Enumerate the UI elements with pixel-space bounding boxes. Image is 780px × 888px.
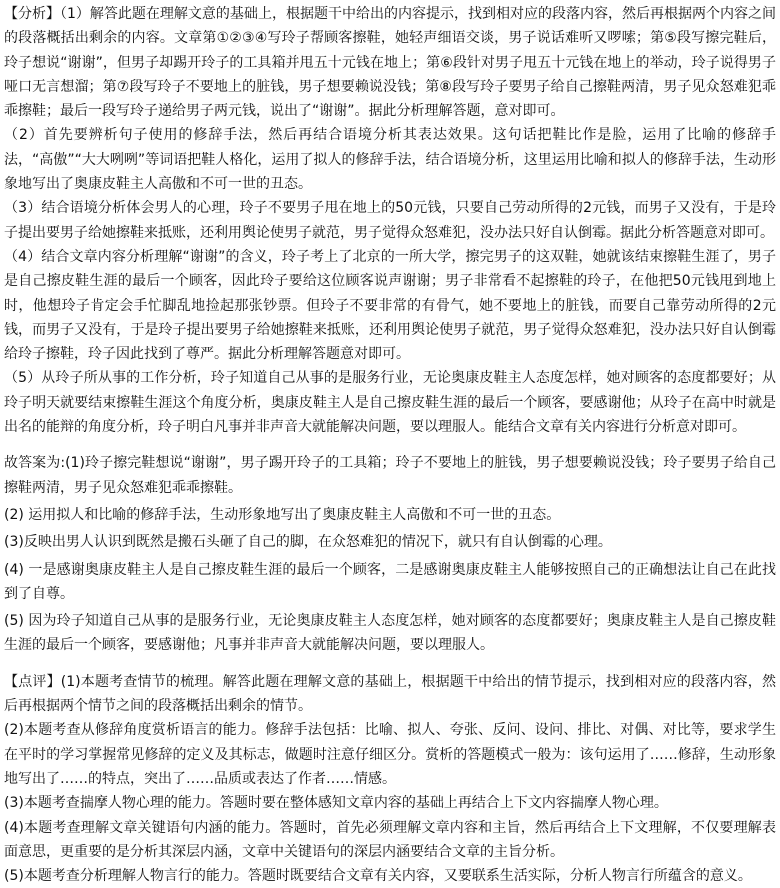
- answer-3: (3)反映出男人认识到既然是搬石头砸了自己的脚，在众怒难犯的情况下，就只有自认倒霉的心理。: [4, 534, 612, 551]
- comment-2: (2)本题考查从修辞角度赏析语言的能力。修辞手法包括：比喻、拟人、夸张、反问、设问、排比、对偶、对比等，要求学生在平时的学习掌握常见修辞的定义及其标志，做题时注意仔细区分。赏析的答题模式一般为：该句运用了……修辞，生动形象地写出了……的特点，突出了……品质或表达了作者……情感。: [4, 722, 776, 787]
- analysis-paragraph-2: （2）首先要辨析句子使用的修辞手法，然后再结合语境分析其表达效果。这句话把鞋比作是脸，运用了比喻的修辞手法，“高傲”“大大咧咧”等词语把鞋人格化，运用了拟人的修辞手法，结合语境分析，这里运用比喻和拟人的修辞手法，生动形象地写出了奥康皮鞋主人高傲和不可一世的丑态。: [4, 127, 776, 193]
- analysis-paragraph-3: （3）结合语境分析体会男人的心理，玲子不要男子甩在地上的50元钱，只要自己劳动所得的2元钱，而男子又没有，于是玲子提出要男子给她擦鞋来抵账，还利用舆论使男子就范，男子觉得众怒难犯，没办法只好自认倒霉。据此分析答题意对即可。: [4, 200, 776, 241]
- answer-5: (5) 因为玲子知道自己从事的是服务行业，无论奥康皮鞋主人态度怎样，她对顾客的态度都要好；奥康皮鞋主人是自己擦皮鞋生涯的最后一个顾客，要感谢他；凡事并非声音大就能解决问题，要以理服人。: [4, 613, 776, 654]
- comment-section: [4, 670, 776, 888]
- analysis-paragraph-5: （5）从玲子所从事的工作分析，玲子知道自己从事的是服务行业，无论奥康皮鞋主人态度怎样，她对顾客的态度都要好；从玲子明天就要结束擦鞋生涯这个角度分析，奥康皮鞋主人是自己擦皮鞋生涯的最后一个顾客，要感谢他；从玲子在高中时就是出名的能辩的角度分析，玲子明白凡事并非声音大就能解决问题，要以理服人。能结合文章有关内容进行分析意对即可。: [4, 370, 776, 436]
- answer-2: (2) 运用拟人和比喻的修辞手法，生动形象地写出了奥康皮鞋主人高傲和不可一世的丑态。: [4, 506, 561, 523]
- analysis-paragraph-4: （4）结合文章内容分析理解“谢谢”的含义，玲子考上了北京的一所大学，擦完男子的这双鞋，她就该结束擦鞋生涯了，男子是自己擦皮鞋生涯的最后一个顾客，因此玲子要给这位顾客说声谢谢；男子非常看不起擦鞋的玲子，在他把50元钱甩到地上时，他想玲子肯定会手忙脚乱地捡起那张钞票。但玲子不要非常的有骨气，她不要地上的脏钱，而要自己靠劳动所得的2元钱，而男子又没有，于是玲子提出要男子给她擦鞋来抵账，还利用舆论使男子就范，男子觉得众怒难犯，没办法只好自认倒霉给玲子擦鞋，玲子因此找到了尊严。据此分析理解答题意对即可。: [4, 248, 776, 363]
- comment-3: (3)本题考查揣摩人物心理的能力。答题时要在整体感知文章内容的基础上再结合上下文内容揣摩人物心理。: [4, 795, 668, 812]
- comment-1: 【点评】(1)本题考查情节的梳理。解答此题在理解文意的基础上，根据题干中给出的情节提示，找到相对应的段落内容，然后再根据两个情节之间的段落概括出剩余的情节。: [4, 673, 776, 715]
- analysis-section: [4, 2, 776, 439]
- answer-section: [4, 451, 776, 657]
- comment-4: (4)本题考查理解文章关键语句内涵的能力。答题时，首先必须理解文章内容和主旨，然后再结合上下文理解，不仅要理解表面意思，更重要的是分析其深层内涵，文章中关键语句的深层内涵要结合文章的主旨分析。: [4, 819, 776, 860]
- answer-4: (4) 一是感谢奥康皮鞋主人是自己擦皮鞋生涯的最后一个顾客，二是感谢奥康皮鞋主人能够按照自己的正确想法让自己在此找到了自尊。: [4, 561, 776, 602]
- answer-1: 故答案为:(1)玲子擦完鞋想说“谢谢”，男子踢开玲子的工具箱；玲子不要地上的脏钱，男子想要赖说没钱；玲子要男子给自己擦鞋两清，男子见众怒难犯乖乖擦鞋。: [4, 455, 776, 496]
- comment-5: (5)本题考查分析理解人物言行的能力。答题时既要结合文章有关内容，又要联系生活实际，分析人物言行所蕴含的意义。: [4, 868, 752, 885]
- analysis-paragraph-1: 【分析】（1）解答此题在理解文意的基础上，根据题干中给出的内容提示，找到相对应的段落内容，然后再根据两个内容之间的段落概括出剩余的内容。文章第①②③④写玲子帮顾客擦鞋，她轻声细语交谈，男子说话难听又啰嗦；第⑤段写擦完鞋后，玲子想说“谢谢”，但男子却踢开玲子的工具箱并甩五十元钱在地上；第⑥段针对男子甩五十元钱在地上的举动，玲子说得男子哑口无言想溜；第⑦段写玲子不要地上的脏钱，男子想要赖说没钱；第⑧段写玲子要男子给自己擦鞋两清，男子见众怒难犯乖乖擦鞋；最后一段写玲子递给男子两元钱，说出了“谢谢”。据此分析理解答题，意对即可。: [4, 6, 776, 120]
